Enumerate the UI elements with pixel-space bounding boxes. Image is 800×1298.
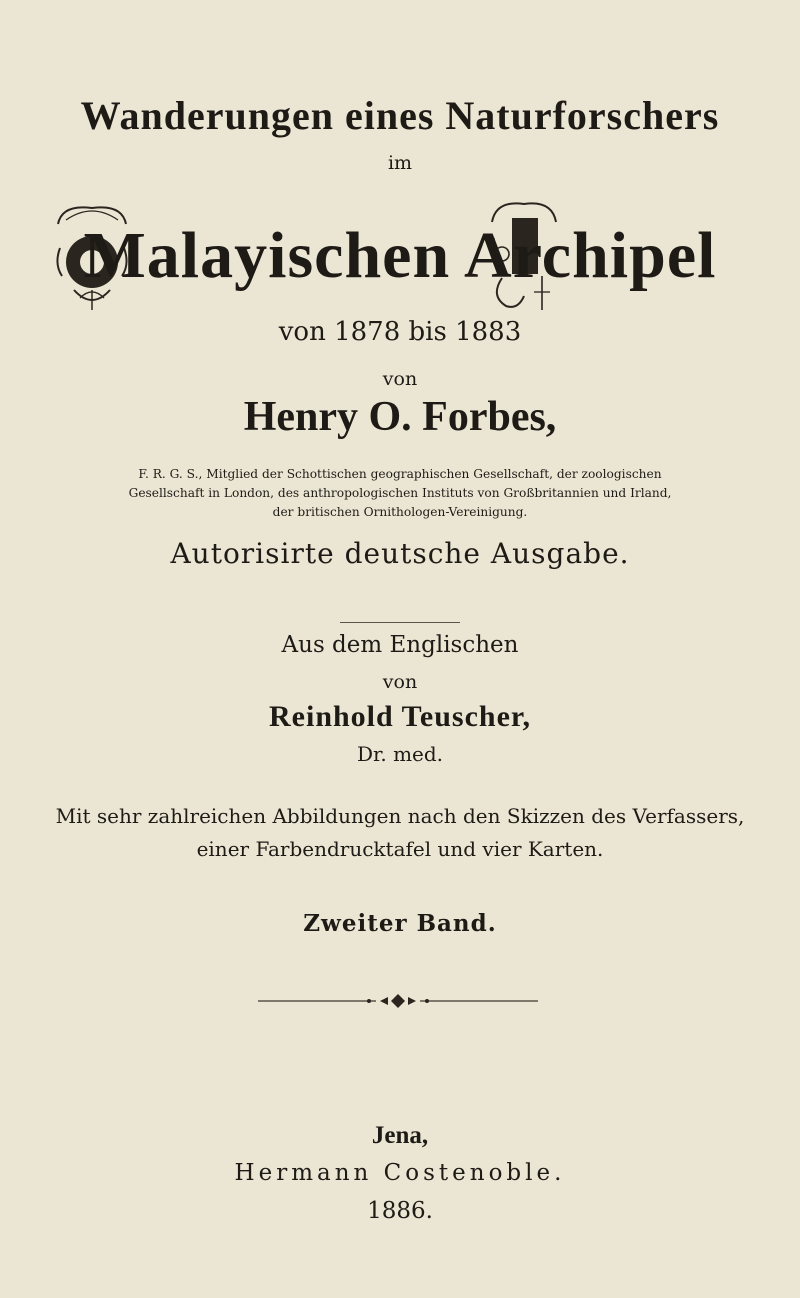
decorative-divider-icon bbox=[258, 994, 538, 1008]
title-line-1: Wanderungen eines Naturforschers bbox=[80, 93, 720, 138]
translator-by-label: von bbox=[382, 671, 418, 693]
imprint-publisher: Hermann Costenoble. bbox=[234, 1160, 566, 1186]
by-label: von bbox=[382, 368, 418, 390]
translator-degree: Dr. med. bbox=[356, 742, 444, 766]
author-credentials bbox=[0, 465, 800, 522]
divider-rule bbox=[340, 622, 460, 623]
imprint-year: 1886. bbox=[367, 1198, 433, 1224]
credentials-line-1: F. R. G. S., Mitglied der Schottischen geographischen Gesellschaft, der zoologischen bbox=[138, 467, 662, 481]
credentials-line-2: Gesellschaft in London, des anthropologischen Instituts von Großbritannien und Irland, bbox=[128, 486, 672, 500]
volume-label: Zweiter Band. bbox=[303, 910, 497, 937]
credentials-line-3: der britischen Ornithologen-Vereinigung. bbox=[272, 505, 528, 519]
illustrations-line-1: Mit sehr zahlreichen Abbildungen nach den Skizzen des Verfassers, bbox=[55, 804, 745, 828]
translator-name: Reinhold Teuscher, bbox=[269, 700, 531, 733]
illustrations-note bbox=[0, 800, 800, 866]
years: von 1878 bis 1883 bbox=[278, 317, 522, 347]
imprint-city: Jena, bbox=[371, 1122, 429, 1149]
edition-label: Autorisirte deutsche Ausgabe. bbox=[170, 537, 630, 570]
illustrations-line-2: einer Farbendrucktafel und vier Karten. bbox=[196, 837, 604, 861]
title-im: im bbox=[387, 152, 413, 174]
author-name: Henry O. Forbes, bbox=[243, 394, 557, 440]
translation-source: Aus dem Englischen bbox=[281, 632, 519, 658]
title-line-2: Malayischen Archipel bbox=[83, 219, 717, 292]
